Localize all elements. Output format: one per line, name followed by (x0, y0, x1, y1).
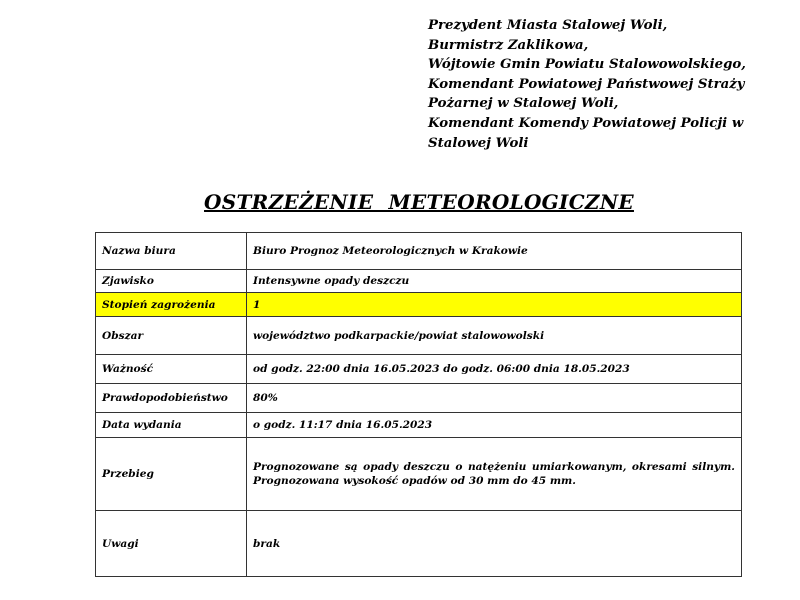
addressee-line: Prezydent Miasta Stalowej Woli, (428, 18, 668, 33)
row-value: województwo podkarpackie/powiat stalowowolski (247, 317, 742, 355)
document-title: OSTRZEŻENIE METEOROLOGICZNE (204, 190, 634, 214)
table-row (96, 413, 742, 438)
row-label: Ważność (96, 355, 247, 384)
row-value: 1 (247, 293, 742, 317)
row-label: Nazwa biura (96, 233, 247, 270)
table-row (96, 384, 742, 413)
addressee-line: Burmistrz Zaklikowa, (428, 37, 589, 53)
table-row (96, 317, 742, 355)
row-label: Uwagi (96, 511, 247, 577)
row-label: Stopień zagrożenia (96, 293, 247, 317)
row-value: od godz. 22:00 dnia 16.05.2023 do godz. 06:00 dnia 18.05.2023 (247, 355, 742, 384)
row-value: Prognozowane są opady deszczu o natężeniu umiarkowanym, okresami silnym. Prognozowana wysokość opadów od 30 mm do 45 mm. (247, 438, 742, 511)
row-label: Data wydania (96, 413, 247, 438)
row-label: Obszar (96, 317, 247, 355)
table-row-highlighted (96, 293, 742, 317)
addressee-line: Stalowej Woli (428, 135, 529, 151)
row-value: Intensywne opady deszczu (247, 270, 742, 293)
addressee-block (428, 16, 748, 153)
addressee-line: Komendant Powiatowej Państwowej Straży (428, 76, 745, 92)
table-row (96, 355, 742, 384)
row-value: o godz. 11:17 dnia 16.05.2023 (247, 413, 742, 438)
table-row (96, 511, 742, 577)
row-label: Przebieg (96, 438, 247, 511)
addressee-line: Komendant Komendy Powiatowej Policji w (428, 115, 744, 131)
addressee-line: Pożarnej w Stalowej Woli, (428, 96, 619, 112)
row-label: Zjawisko (96, 270, 247, 293)
warning-table (95, 232, 742, 577)
row-value: 80% (247, 384, 742, 413)
table-row (96, 438, 742, 511)
table-row (96, 270, 742, 293)
addressee-line: Wójtowie Gmin Powiatu Stalowowolskiego, (428, 57, 746, 73)
row-value: brak (247, 511, 742, 577)
row-value: Biuro Prognoz Meteorologicznych w Krakowie (247, 233, 742, 270)
table-row (96, 233, 742, 270)
row-label: Prawdopodobieństwo (96, 384, 247, 413)
